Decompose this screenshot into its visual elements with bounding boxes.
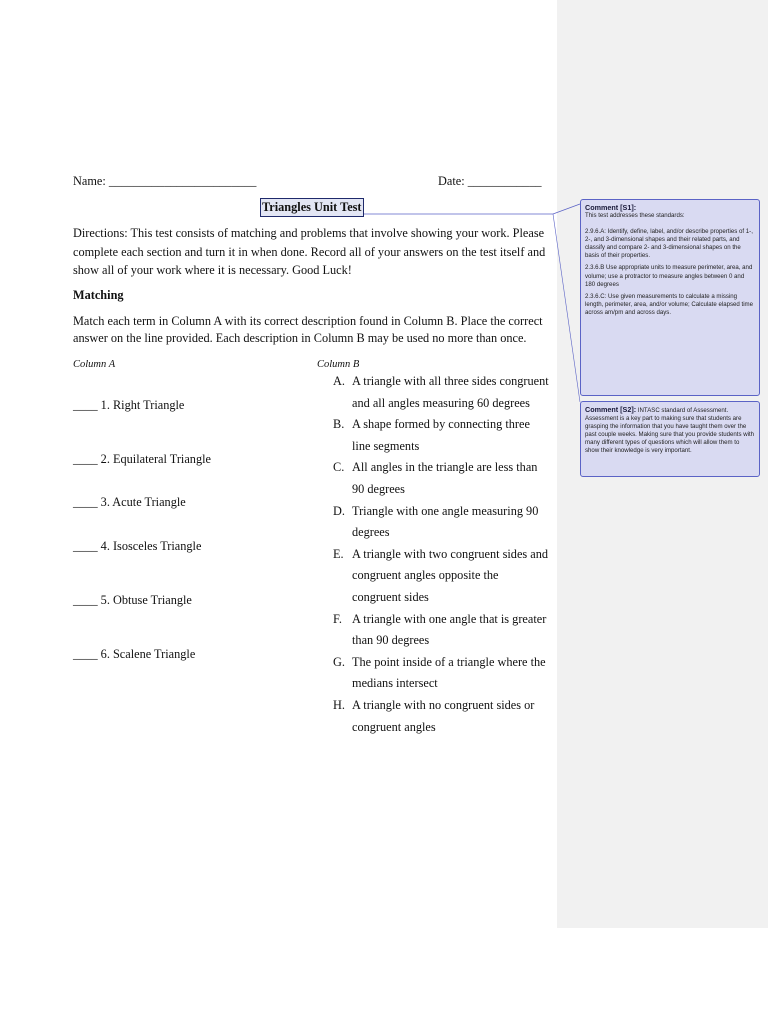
- column-a-item-1[interactable]: ____ 1. Right Triangle: [73, 398, 185, 412]
- comment-paragraph: 2.3.6.C: Use given measurements to calculate a missing length, perimeter, area, and/or volume; Calculate elapsed time across am/pm and across days.: [585, 292, 754, 316]
- directions-paragraph: Directions: This test consists of matching and problems that involve showing your work. Please complete each section and turn it in when done. Record all of your answers on the test itself and show all of your work where it is necessary. Good Luck!: [73, 226, 546, 277]
- matching-instructions: Match each term in Column A with its correct description found in Column B. Place the correct answer on the line provided. Each description in Column B may be used no more than once.: [73, 314, 543, 345]
- matching-heading: Matching: [73, 288, 124, 302]
- column-b-letter: D.: [333, 503, 345, 518]
- comment-paragraph: 2.3.6.B Use appropriate units to measure perimeter, area, and volume; use a protractor to measure angles between 0 and 180 degrees: [585, 264, 753, 288]
- column-b-text: A triangle with two congruent sides and congruent angles opposite the congruent sides: [352, 546, 549, 604]
- column-b-letter: C.: [333, 460, 345, 475]
- comment-intro: This test addresses these standards:: [585, 212, 685, 219]
- comment-label: Comment [S2]:: [585, 405, 637, 414]
- column-b-item-h: [333, 695, 553, 738]
- column-b-label: Column B: [317, 359, 360, 370]
- column-a-item-3[interactable]: ____ 3. Acute Triangle: [73, 495, 186, 509]
- column-b-item-d: [333, 501, 553, 544]
- column-b-text: All angles in the triangle are less than 90 degrees: [352, 460, 538, 496]
- column-b-list: [333, 371, 553, 738]
- page-title: Triangles Unit Test: [260, 198, 364, 217]
- column-b-item-e: [333, 544, 553, 609]
- column-b-text: A triangle with one angle that is greater than 90 degrees: [352, 611, 547, 648]
- column-a-item-6[interactable]: ____ 6. Scalene Triangle: [73, 647, 196, 661]
- column-a-item-4[interactable]: ____ 4. Isosceles Triangle: [73, 539, 202, 553]
- column-b-text: A triangle with all three sides congruent and all angles measuring 60 degrees: [352, 374, 549, 410]
- date-field[interactable]: Date: ____________: [438, 174, 542, 188]
- column-a-label: Column A: [73, 359, 116, 370]
- column-b-letter: E.: [333, 546, 344, 561]
- column-b-item-a: [333, 371, 553, 414]
- column-b-item-b: [333, 414, 553, 457]
- column-b-letter: H.: [333, 697, 345, 712]
- column-b-letter: A.: [333, 374, 345, 388]
- comment-intro: INTASC standard of Assessment. Assessment is a key part to making sure that students are grasping the information that you have taught them over the past couple weeks. Making sure that you provide students with many different types of questions which will allow them to show their knowledge is very important.: [585, 407, 755, 455]
- column-b-letter: G.: [333, 654, 345, 669]
- column-b-text: Triangle with one angle measuring 90 degrees: [352, 503, 539, 540]
- column-b-item-c: [333, 457, 553, 500]
- comment-body: [585, 405, 755, 456]
- column-b-item-g: [333, 652, 553, 695]
- comment-s2[interactable]: [580, 401, 760, 477]
- column-a-item-5[interactable]: ____ 5. Obtuse Triangle: [73, 593, 192, 607]
- column-b-item-f: [333, 609, 553, 652]
- column-b-text: A triangle with no congruent sides or congruent angles: [352, 697, 535, 734]
- column-b-text: A shape formed by connecting three line segments: [352, 417, 530, 453]
- comment-s1[interactable]: [580, 199, 760, 396]
- column-b-text: The point inside of a triangle where the medians intersect: [352, 654, 546, 691]
- name-field[interactable]: Name: ________________________: [73, 174, 257, 188]
- column-b-letter: B.: [333, 417, 345, 432]
- comment-label: Comment [S1]:: [585, 203, 637, 212]
- comment-paragraph: 2.9.6.A: Identify, define, label, and/or describe properties of 1-, 2-, and 3-dimensional shapes and their related parts, and classify and compare 2- and 3-dimensional shapes on the basis of their properties.: [585, 228, 753, 260]
- column-b-letter: F.: [333, 611, 342, 626]
- column-a-item-2[interactable]: ____ 2. Equilateral Triangle: [73, 452, 211, 466]
